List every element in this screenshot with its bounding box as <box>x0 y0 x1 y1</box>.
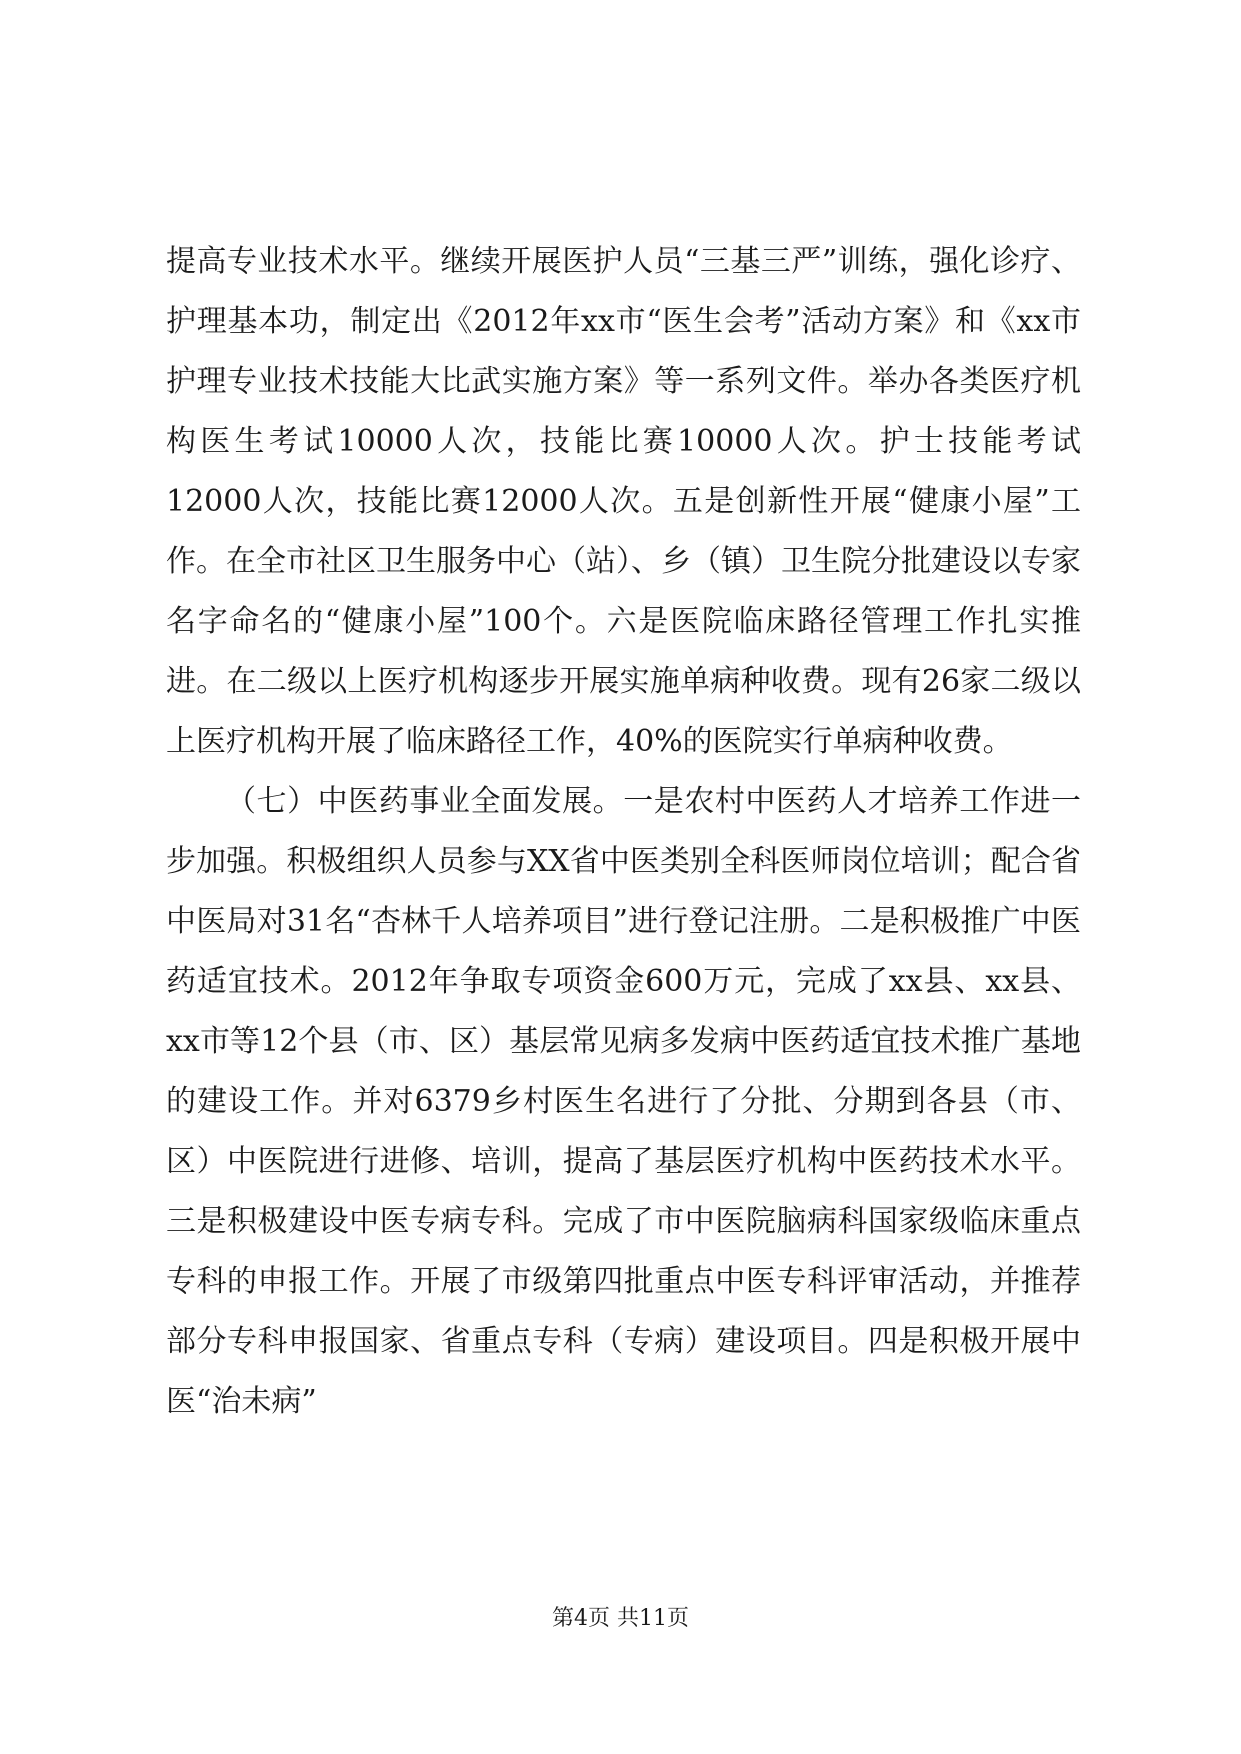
document-body <box>166 232 1081 1432</box>
paragraph-2: （七）中医药事业全面发展。一是农村中医药人才培养工作进一步加强。积极组织人员参与XX省中医类别全科医师岗位培训；配合省中医局对31名“杏林千人培养项目”进行登记注册。二是积极推广中医药适宜技术。2012年争取专项资金600万元，完成了xx县、xx县、xx市等12个县（市、区）基层常见病多发病中医药适宜技术推广基地的建设工作。并对6379乡村医生名进行了分批、分期到各县（市、区）中医院进行进修、培训，提高了基层医疗机构中医药技术水平。三是积极建设中医专病专科。完成了市中医院脑病科国家级临床重点专科的申报工作。开展了市级第四批重点中医专科评审活动，并推荐部分专科申报国家、省重点专科（专病）建设项目。四是积极开展中医“治未病” <box>166 784 1081 1419</box>
paragraph-1: 提高专业技术水平。继续开展医护人员“三基三严”训练，强化诊疗、护理基本功，制定出《2012年xx市“医生会考”活动方案》和《xx市护理专业技术技能大比武实施方案》等一系列文件。举办各类医疗机构医生考试10000人次，技能比赛10000人次。护士技能考试12000人次，技能比赛12000人次。五是创新性开展“健康小屋”工作。在全市社区卫生服务中心（站）、乡（镇）卫生院分批建设以专家名字命名的“健康小屋”100个。六是医院临床路径管理工作扎实推进。在二级以上医疗机构逐步开展实施单病种收费。现有26家二级以上医疗机构开展了临床路径工作，40%的医院实行单病种收费。 <box>166 244 1081 759</box>
page-number-footer: 第4页 共11页 <box>552 1606 689 1631</box>
